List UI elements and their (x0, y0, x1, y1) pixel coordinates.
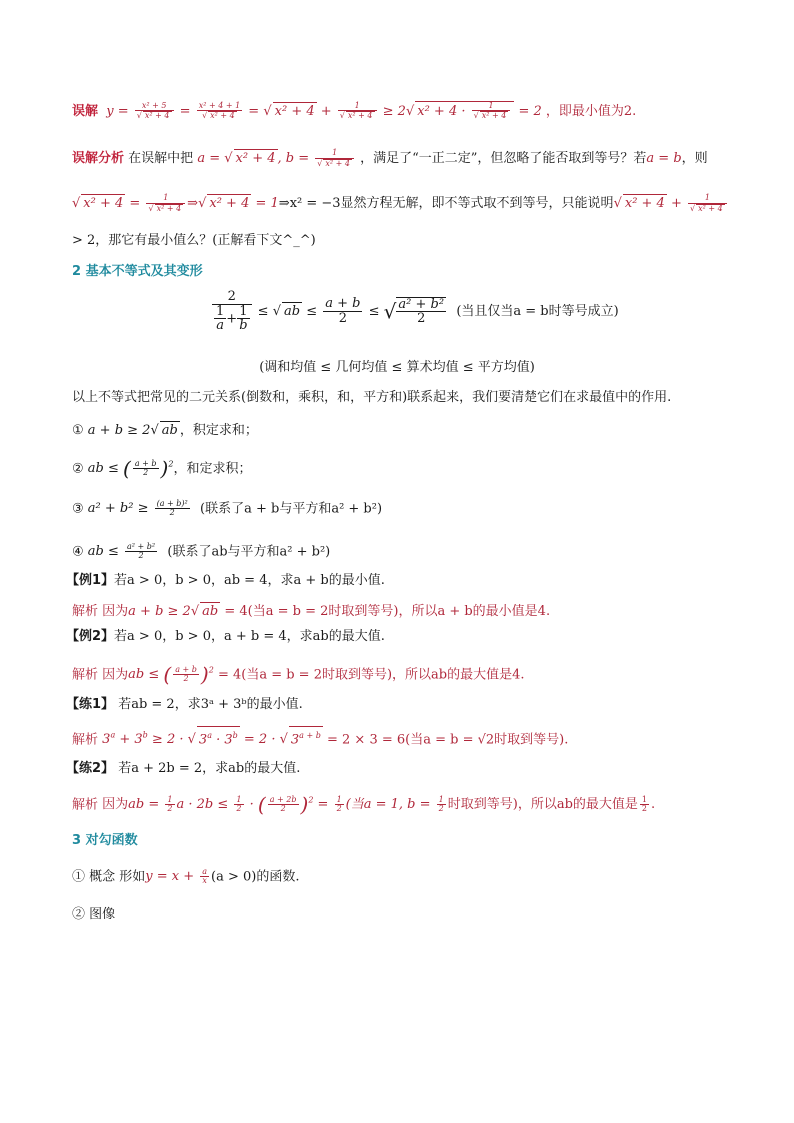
practice-1-solution: 解析 $3^a + 3^b \ge 2$ · √ $3^a \cdot 3^b = 2$ · √ $3^{a + b} = 2 \times 3 = 6$(当a = b = √2时取到等号). (72, 726, 568, 749)
item-2-tail: ，和定求积； (173, 461, 252, 477)
practice-1-solution-text: = 2 × 3 = 6(当a = b = √2时取到等号). (327, 732, 569, 748)
example-1-solution-label: 解析 (72, 604, 99, 619)
example-1-solution-text: = 4(当a = b = 2时取到等号)，所以a + b的最小值是4. (224, 604, 551, 619)
example-1-label: 【例1】 (66, 573, 115, 588)
practice-2-text: 若a + 2b = 2，求ab的最大值. (118, 761, 301, 776)
item-4-tail: (联系了ab与平方和a² + b²) (167, 544, 331, 560)
error-solution-line (72, 101, 636, 121)
error-analysis-label: 误解分析 (72, 151, 125, 166)
section-3-item-1: ① 概念 形如y = x + $\frac{a}{x}$ (a > 0)的函数. (72, 867, 300, 886)
example-1-text: 若a > 0，b > 0，ab = 4，求a + b的最小值. (114, 573, 385, 588)
practice-1-label: 【练1】 (66, 697, 115, 712)
example-2-solution-label: 解析 (72, 667, 99, 683)
error-analysis-math-c: √ x² + 4 = 1 √ x² + 4 ⇒√ x² + 4 = 1 (72, 196, 279, 211)
item-3: ③ a² + b² ≥ $\frac{\text{(a + b)²}}{2}$ (联系了a + b与平方和a² + b²) (72, 499, 383, 518)
error-analysis-math-d: √ x² + 4 + 1 √ x² + 4 (614, 196, 729, 211)
example-2-solution: 解析 因为ab ≤ ( $\frac{a + b}{2}$ )$^2$ = 4(当a = b = 2时取到等号)，所以ab的最大值是4. (72, 662, 525, 687)
error-analysis-text-c: ，则 (681, 151, 708, 166)
section-2-heading: 2 基本不等式及其变形 (72, 264, 203, 279)
section-3-item-1-text-b: (a > 0)的函数. (211, 869, 300, 885)
example-1-solution: 解析 因为a + b ≥ 2√ ab = 4(当a = b = 2时取到等号)，所以a + b的最小值是4. (72, 602, 550, 621)
error-solution-tail: ，即最小值为2. (545, 103, 637, 119)
item-2: ② ab ≤ ( $\frac{a + b}{2}$ )$^2$，和定求积； (72, 456, 252, 481)
error-analysis-line-2 (72, 194, 729, 213)
practice-2 (66, 760, 300, 778)
example-2-text: 若a > 0，b > 0，a + b = 4，求ab的最大值. (114, 629, 385, 644)
example-2-solution-text: = 4(当a = b = 2时取到等号)，所以ab的最大值是4. (217, 667, 525, 683)
formula-note: (当且仅当a = b时等号成立) (456, 303, 619, 319)
error-analysis-line-3: > 2，那它有最小值么？(正解看下文^_^) (72, 233, 316, 248)
error-analysis-line-1 (72, 149, 708, 168)
error-analysis-text-b: ，满足了“一正二定”，但忽略了能否取到等号？若 (360, 151, 647, 166)
mean-inequality-formula: 2 $\frac{1}{a}$ + $\frac{1}{b}$ ≤ √ ab ≤ $\frac{a + b}{2}$ ≤ √ $\frac{\text{a² + b²}}{2}$ (当且仅当a = b时等号成立) (210, 290, 619, 333)
error-solution-label: 误解 (72, 103, 99, 119)
practice-2-label: 【练2】 (66, 761, 115, 776)
practice-2-solution: 解析 因为ab = $\frac{1}{2}$ a · 2b ≤ $\frac{1}{2}$ · ( $\frac{a + 2b}{2}$ )$^2$ = $\frac{1}{2}$ (当a = 1, b = $\frac{1}{2}$ 时取到等号)，所以ab的最大值是 $\frac{1}{2}$ . (72, 792, 656, 817)
practice-1-solution-label: 解析 (72, 732, 99, 748)
example-2-label: 【例2】 (66, 629, 115, 644)
means-note: (调和均值 ≤ 几何均值 ≤ 算术均值 ≤ 平方均值) (259, 360, 535, 375)
example-1 (66, 572, 385, 590)
example-2 (66, 628, 385, 646)
section-3-item-2: ② 图像 (72, 907, 116, 922)
error-analysis-text-d: ⇒x² = −3显然方程无解，即不等式取不到等号，只能说明 (278, 196, 614, 211)
section-3-item-1-text-a: ① 概念 形如 (72, 869, 146, 885)
item-1-tail: ，积定求和； (179, 423, 258, 438)
section-2-paragraph: 以上不等式把常见的二元关系(倒数和，乘积，和，平方和)联系起来，我们要清楚它们在求最值中的作用. (72, 390, 672, 405)
practice-2-solution-label: 解析 (72, 797, 99, 813)
item-1: ① a + b ≥ 2√ ab ，积定求和； (72, 421, 258, 440)
error-analysis-text-a: 在误解中把 (128, 151, 194, 166)
error-analysis-math-b: a = b (646, 151, 682, 166)
practice-1-text: 若ab = 2，求3ᵃ + 3ᵇ的最小值. (118, 697, 303, 712)
section-3-heading: 3 对勾函数 (72, 833, 138, 848)
practice-1 (66, 696, 303, 714)
practice-2-solution-text: 时取到等号)，所以ab的最大值是 (447, 797, 638, 813)
item-3-tail: (联系了a + b与平方和a² + b²) (200, 501, 383, 517)
item-4: ④ ab ≤ $\frac{\text{a² + b²}}{2}$ (联系了ab与平方和a² + b²) (72, 542, 331, 561)
error-analysis-math-a: a = √ x² + 4 , b = 1 √ x² + 4 (197, 151, 356, 166)
error-solution-math: y = x² + 5 √ x² + 4 = x² + 4 + 1 √ x² + 4 = √ x² + 4 + 1 √ x² + 4 ≥ 2√ x² + 4 · 1 √ x² + 4 = 2 (102, 104, 546, 119)
